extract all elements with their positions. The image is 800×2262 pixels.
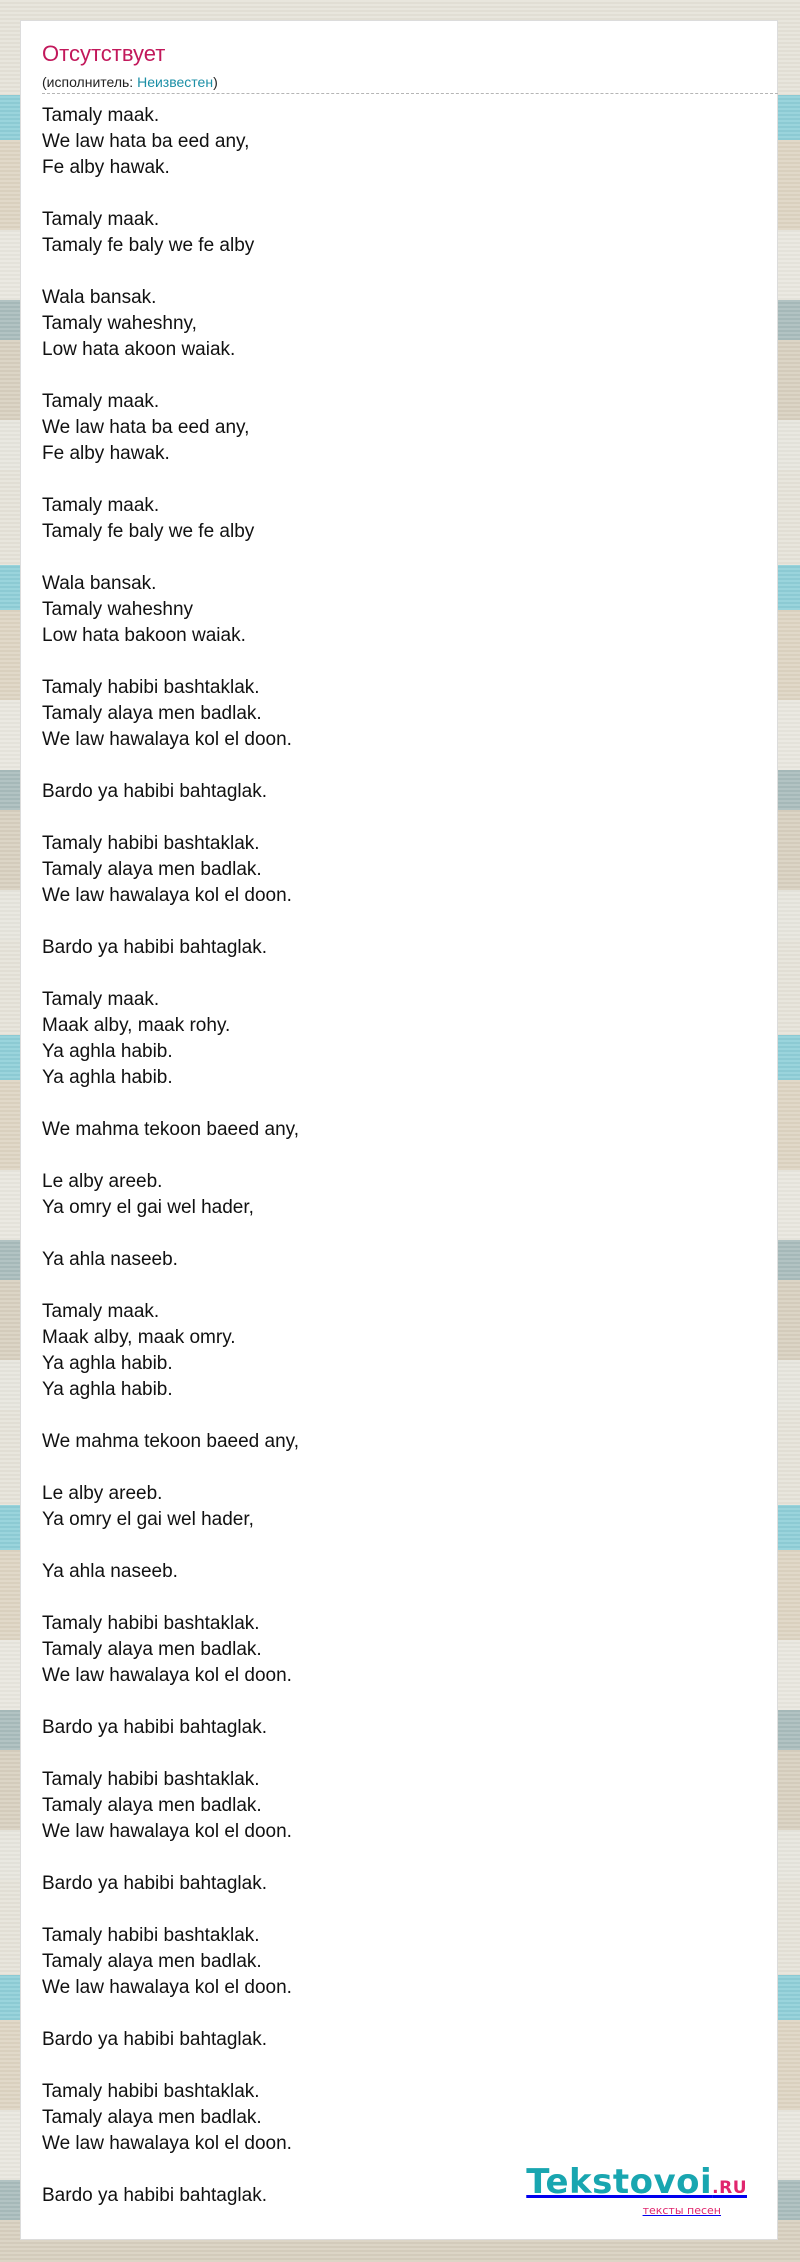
- artist-link[interactable]: Неизвестен: [137, 74, 214, 90]
- header-divider: [42, 93, 778, 94]
- artist-suffix: ): [213, 74, 218, 90]
- logo-tagline: тексты песен: [642, 2204, 721, 2217]
- logo-name: Tekstovoi: [526, 2162, 713, 2202]
- lyrics-text: Tamaly maak. We law hata ba eed any, Fe alby hawak. Tamaly maak. Tamaly fe baly we fe alby Wala bansak. Tamaly waheshny, Low hata akoon waiak. Tamaly maak. We law hata ba eed any, Fe alby hawak. Tamaly maak. Tamaly fe baly we fe alby Wala bansak. Tamaly waheshny Low hata bakoon waiak. Tamaly habibi bashtaklak. Tamaly alaya men badlak. We law hawalaya kol el doon. Bardo ya habibi bahtaglak. Tamaly habibi bashtaklak. Tamaly alaya men badlak. We law hawalaya kol el doon. Bardo ya habibi bahtaglak. Tamaly maak. Maak alby, maak rohy. Ya aghla habib. Ya aghla habib. We mahma tekoon baeed any, Le alby areeb. Ya omry el gai wel hader, Ya ahla naseeb. Tamaly maak. Maak alby, maak omry. Ya aghla habib. Ya aghla habib. We mahma tekoon baeed any, Le alby areeb. Ya omry el gai wel hader, Ya ahla naseeb. Tamaly habibi bashtaklak. Tamaly alaya men badlak. We law hawalaya kol el doon. Bardo ya habibi bahtaglak. Tamaly habibi bashtaklak. Tamaly alaya men badlak. We law hawalaya kol el doon. Bardo ya habibi bahtaglak. Tamaly habibi bashtaklak. Tamaly alaya men badlak. We law hawalaya kol el doon. Bardo ya habibi bahtaglak. Tamaly habibi bashtaklak. Tamaly alaya men badlak. We law hawalaya kol el doon. Bardo ya habibi bahtaglak.: [42, 105, 300, 2206]
- logo-wordmark: [526, 2164, 747, 2206]
- logo-tld: .RU: [712, 2178, 747, 2198]
- song-title: Отсутствует: [42, 41, 166, 66]
- site-logo[interactable]: [526, 2164, 747, 2217]
- artist-prefix: (исполнитель:: [42, 74, 138, 90]
- artist-line: [42, 73, 218, 91]
- lyrics-card: [20, 20, 778, 2240]
